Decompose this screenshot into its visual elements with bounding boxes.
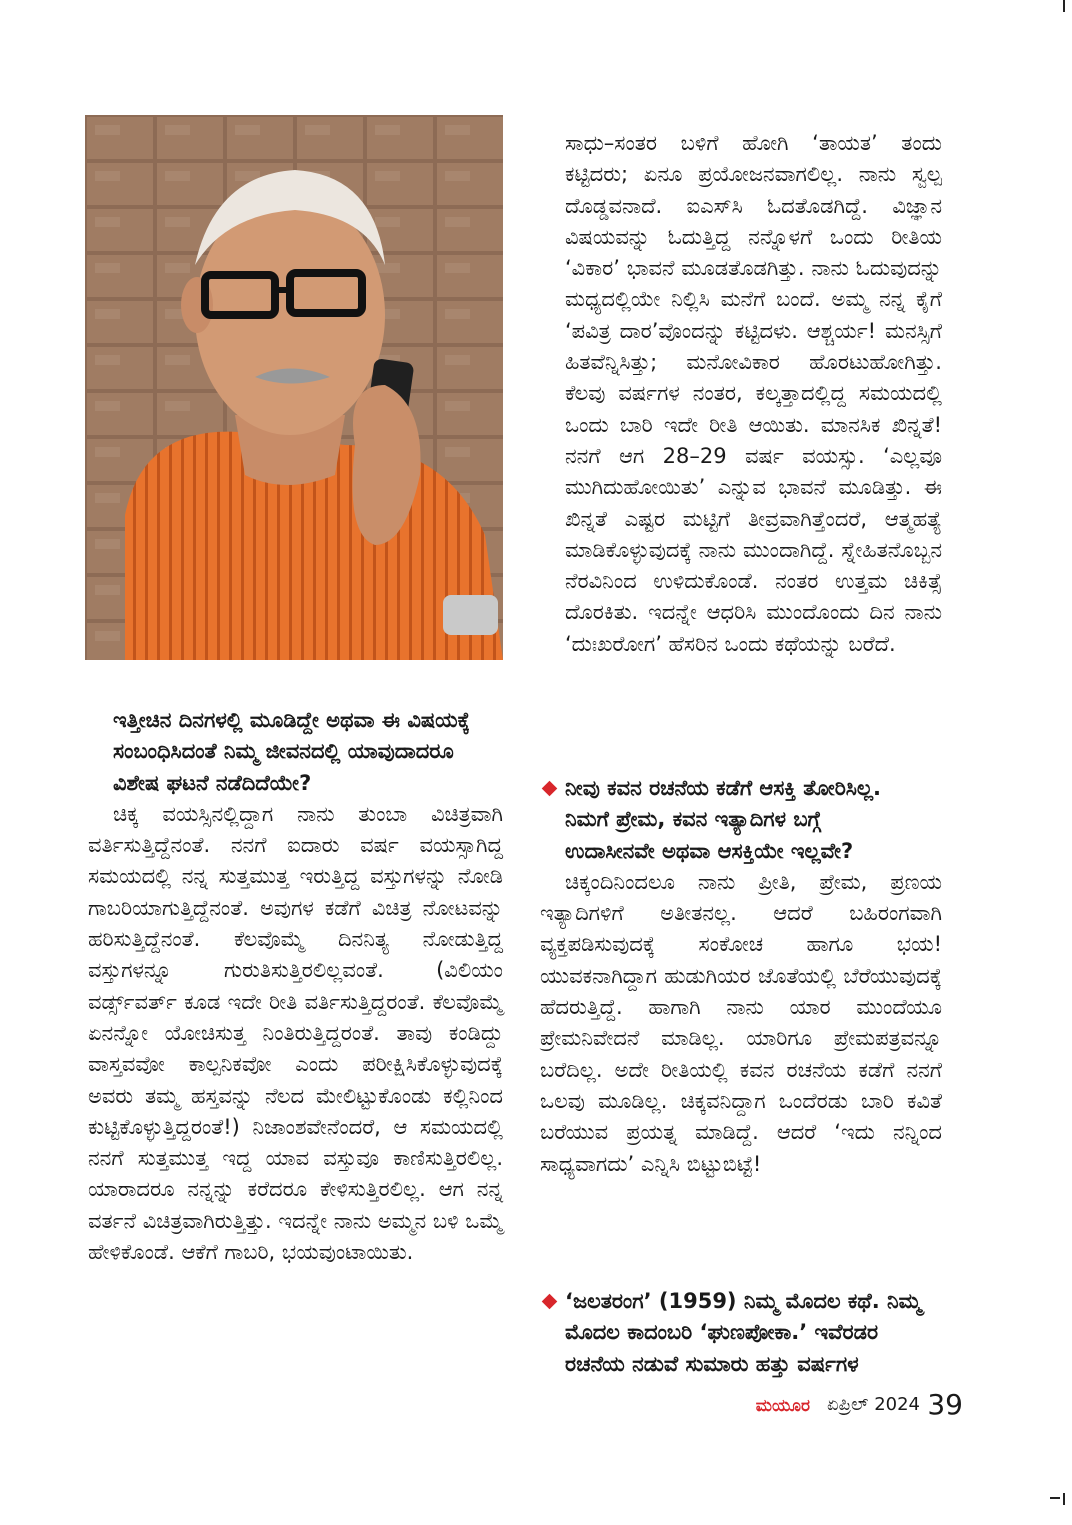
portrait-photo [85,115,503,660]
question-heading: ಇತ್ತೀಚಿನ ದಿನಗಳಲ್ಲಿ ಮೂಡಿದ್ದೇ ಅಥವಾ ಈ ವಿಷಯಕ್ಕೆ ಸಂಬಂಧಿಸಿದಂತೆ ನಿಮ್ಮ ಜೀವನದಲ್ಲಿ ಯಾವುದಾದರೂ ವಿಶೇಷ ಘಟನೆ ನಡೆದಿದೆಯೇ? [113,708,470,795]
magazine-logo: ಮಯೂರ [755,1396,810,1416]
question-heading: ನೀವು ಕವನ ರಚನೆಯ ಕಡೆಗೆ ಆಸಕ್ತಿ ತೋರಿಸಿಲ್ಲ. [540,773,942,804]
question-heading-line: ಉದಾಸೀನವೇ ಅಥವಾ ಆಸಕ್ತಿಯೇ ಇಲ್ಲವೇ? [565,838,854,863]
crop-mark [1063,1493,1065,1505]
body-paragraph: ಚಿಕ್ಕಂದಿನಿಂದಲೂ ನಾನು ಪ್ರೀತಿ, ಪ್ರೇಮ, ಪ್ರಣಯ ಇತ್ಯಾದಿಗಳಿಗೆ ಅತೀತನಲ್ಲ. ಆದರೆ ಬಹಿರಂಗವಾಗಿ ವ್ಯಕ್ತಪಡಿಸುವುದಕ್ಕೆ ಸಂಕೋಚ ಹಾಗೂ ಭಯ! ಯುವಕನಾಗಿದ್ದಾಗ ಹುಡುಗಿಯರ ಜೊತೆಯಲ್ಲಿ ಬೆರೆಯುವುದಕ್ಕೆ ಹೆದರುತ್ತಿದ್ದೆ. ಹಾಗಾಗಿ ನಾನು ಯಾರ ಮುಂದೆಯೂ ಪ್ರೇಮನಿವೇದನೆ ಮಾಡಿಲ್ಲ. ಯಾರಿಗೂ ಪ್ರೇಮಪತ್ರವನ್ನೂ ಬರೆದಿಲ್ಲ. ಅದೇ ರೀತಿಯಲ್ಲಿ ಕವನ ರಚನೆಯ ಕಡೆಗೆ ನನಗೆ ಒಲವು ಮೂಡಿಲ್ಲ. ಚಿಕ್ಕವನಿದ್ದಾಗ ಒಂದೆರಡು ಬಾರಿ ಕವಿತೆ ಬರೆಯುವ ಪ್ರಯತ್ನ ಮಾಡಿದ್ದೆ. ಆದರೆ ‘ಇದು ನನ್ನಿಂದ ಸಾಧ್ಯವಾಗದು’ ಎನ್ನಿಸಿ ಬಿಟ್ಟುಬಿಟ್ಟೆ! [540,869,942,1176]
body-paragraph: ಸಾಧು–ಸಂತರ ಬಳಿಗೆ ಹೋಗಿ ‘ತಾಯತ’ ತಂದು ಕಟ್ಟಿದರು; ಏನೂ ಪ್ರಯೋಜನವಾಗಲಿಲ್ಲ. ನಾನು ಸ್ವಲ್ಪ ದೊಡ್ಡವನಾದೆ. ಐಎಸ್‌ಸಿ ಓದತೊಡಗಿದ್ದೆ. ವಿಜ್ಞಾನ ವಿಷಯವನ್ನು ಓದುತ್ತಿದ್ದ ನನ್ನೊಳಗೆ ಒಂದು ರೀತಿಯ ‘ವಿಕಾರ’ ಭಾವನೆ ಮೂಡತೊಡಗಿತ್ತು. ನಾನು ಓದುವುದನ್ನು ಮಧ್ಯದಲ್ಲಿಯೇ ನಿಲ್ಲಿಸಿ ಮನೆಗೆ ಬಂದೆ. ಅಮ್ಮ ನನ್ನ ಕೈಗೆ ‘ಪವಿತ್ರ ದಾರ’ವೊಂದನ್ನು ಕಟ್ಟಿದಳು. ಆಶ್ಚರ್ಯ! ಮನಸ್ಸಿಗೆ ಹಿತವೆನ್ನಿಸಿತ್ತು; ಮನೋವಿಕಾರ ಹೊರಟುಹೋಗಿತ್ತು. ಕೆಲವು ವರ್ಷಗಳ ನಂತರ, ಕಲ್ಕತ್ತಾದಲ್ಲಿದ್ದ ಸಮಯದಲ್ಲಿ ಒಂದು ಬಾರಿ ಇದೇ ರೀತಿ ಆಯಿತು. ಮಾನಸಿಕ ಖಿನ್ನತೆ! ನನಗೆ ಆಗ 28–29 ವರ್ಷ ವಯಸ್ಸು. ‘ಎಲ್ಲವೂ ಮುಗಿದುಹೋಯಿತು’ ಎನ್ನುವ ಭಾವನೆ ಮೂಡಿತ್ತು. ಈ ಖಿನ್ನತೆ ಎಷ್ಟರ ಮಟ್ಟಿಗೆ ತೀವ್ರವಾಗಿತ್ತೆಂದರೆ, ಆತ್ಮಹತ್ಯೆ ಮಾಡಿಕೊಳ್ಳುವುದಕ್ಕೆ ನಾನು ಮುಂದಾಗಿದ್ದೆ. ಸ್ನೇಹಿತನೊಬ್ಬನ ನೆರವಿನಿಂದ ಉಳಿದುಕೊಂಡೆ. ನಂತರ ಉತ್ತಮ ಚಿಕಿತ್ಸೆ ದೊರಕಿತು. ಇದನ್ನೇ ಆಧರಿಸಿ ಮುಂದೊಂದು ದಿನ ನಾನು ‘ದುಃಖರೋಗ’ ಹೆಸರಿನ ಒಂದು ಕಥೆಯನ್ನು ಬರೆದೆ. [565,131,942,656]
question-heading: ‘ಜಲತರಂಗ’ (1959) ನಿಮ್ಮ ಮೊದಲ ಕಥೆ. ನಿಮ್ಮ [540,1286,942,1317]
question-heading-line: ಮೊದಲ ಕಾದಂಬರಿ ‘ಘುಣಪೋಕಾ.’ ಇವೆರಡರ [565,1320,879,1345]
issue-date: ಏಪ್ರಿಲ್ 2024 [827,1394,920,1415]
diamond-bullet-icon [542,781,558,797]
crop-mark [1063,0,1065,12]
right-top-column [565,128,942,660]
body-paragraph: ಚಿಕ್ಕ ವಯಸ್ಸಿನಲ್ಲಿದ್ದಾಗ ನಾನು ತುಂಬಾ ವಿಚಿತ್ರವಾಗಿ ವರ್ತಿಸುತ್ತಿದ್ದೆನಂತೆ. ನನಗೆ ಐದಾರು ವರ್ಷ ವಯಸ್ಸಾಗಿದ್ದ ಸಮಯದಲ್ಲಿ ನನ್ನ ಸುತ್ತಮುತ್ತ ಇರುತ್ತಿದ್ದ ವಸ್ತುಗಳನ್ನು ನೋಡಿ ಗಾಬರಿಯಾಗುತ್ತಿದ್ದೆನಂತೆ. ಅವುಗಳ ಕಡೆಗೆ ವಿಚಿತ್ರ ನೋಟವನ್ನು ಹರಿಸುತ್ತಿದ್ದೆನಂತೆ. ಕೆಲವೊಮ್ಮೆ ದಿನನಿತ್ಯ ನೋಡುತ್ತಿದ್ದ ವಸ್ತುಗಳನ್ನೂ ಗುರುತಿಸುತ್ತಿರಲಿಲ್ಲವಂತೆ. (ವಿಲಿಯಂ ವರ್ಡ್ಸ್‌ವರ್ತ್ ಕೂಡ ಇದೇ ರೀತಿ ವರ್ತಿಸುತ್ತಿದ್ದರಂತೆ. ಕೆಲವೊಮ್ಮೆ ಏನನ್ನೋ ಯೋಚಿಸುತ್ತ ನಿಂತಿರುತ್ತಿದ್ದರಂತೆ. ತಾವು ಕಂಡಿದ್ದು ವಾಸ್ತವವೋ ಕಾಲ್ಪನಿಕವೋ ಎಂದು ಪರೀಕ್ಷಿಸಿಕೊಳ್ಳುವುದಕ್ಕೆ ಅವರು ತಮ್ಮ ಹಸ್ತವನ್ನು ನೆಲದ ಮೇಲಿಟ್ಟುಕೊಂಡು ಕಲ್ಲಿನಿಂದ ಕುಟ್ಟಿಕೊಳ್ಳುತ್ತಿದ್ದರಂತೆ!) ನಿಜಾಂಶವೇನೆಂದರೆ, ಆ ಸಮಯದಲ್ಲಿ ನನಗೆ ಸುತ್ತಮುತ್ತ ಇದ್ದ ಯಾವ ವಸ್ತುವೂ ಕಾಣಿಸುತ್ತಿರಲಿಲ್ಲ. ಯಾರಾದರೂ ನನ್ನನ್ನು ಕರೆದರೂ ಕೇಳಿಸುತ್ತಿರಲಿಲ್ಲ. ಆಗ ನನ್ನ ವರ್ತನೆ ವಿಚಿತ್ರವಾಗಿರುತ್ತಿತ್ತು. ಇದನ್ನೇ ನಾನು ಅಮ್ಮನ ಬಳಿ ಒಮ್ಮೆ ಹೇಳಿಕೊಂಡೆ. ಆಕೆಗೆ ಗಾಬರಿ, ಭಯವುಂಟಾಯಿತು. [88,801,503,1265]
page-number: 39 [927,1388,963,1421]
left-column [88,705,503,1268]
question-heading-line: ನಿಮಗೆ ಪ್ರೇಮ, ಕವನ ಇತ್ಯಾದಿಗಳ ಬಗ್ಗೆ [565,807,821,832]
question-heading-line: ರಚನೆಯ ನಡುವೆ ಸುಮಾರು ಹತ್ತು ವರ್ಷಗಳ [565,1351,859,1376]
page-footer [0,1388,963,1428]
right-middle-column [540,773,942,1180]
right-bottom-column [540,1286,942,1380]
diamond-bullet-icon [542,1294,558,1310]
crop-mark [1050,1497,1060,1499]
